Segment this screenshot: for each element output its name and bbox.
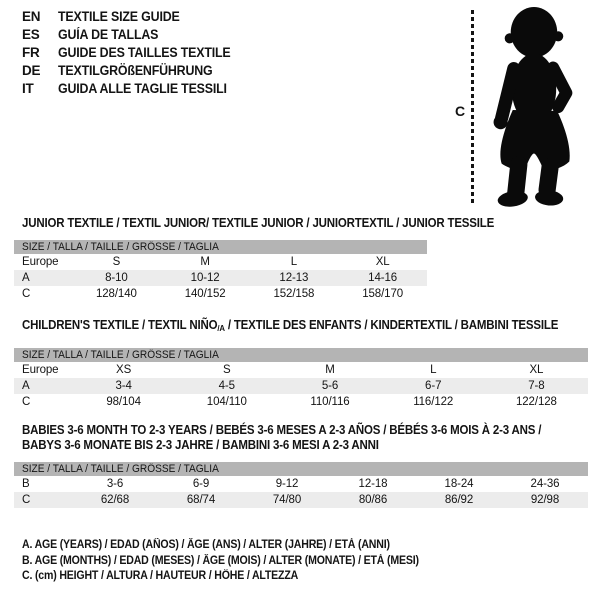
size-header-band [14, 240, 427, 254]
table-row-height [14, 492, 588, 508]
babies-textile-section [14, 423, 588, 508]
value-cell: 80/86 [358, 494, 388, 506]
value-cell: 3-4 [115, 380, 132, 392]
children-textile-section [14, 318, 588, 410]
value-cell: 4-5 [218, 380, 235, 392]
value-cell: 7-8 [528, 380, 545, 392]
value-cell: 104/110 [206, 396, 247, 408]
size-header-text: SIZE / TALLA / TAILLE / GRÖSSE / TAGLIA [22, 241, 219, 253]
size-cell: S [223, 364, 231, 376]
value-cell: 6-7 [425, 380, 442, 392]
table-row-height [14, 394, 588, 410]
table-row-sizes [14, 254, 427, 270]
language-label: GUIDE DES TAILLES TEXTILE [58, 45, 231, 60]
size-cell: L [290, 256, 298, 268]
language-code: FR [22, 45, 40, 60]
size-cell: L [430, 364, 437, 376]
section-title-line1: BABIES 3-6 MONTH TO 2-3 YEARS / BEBÉS 3-6 MESES A 2-3 AÑOS / BÉBÉS 3-6 MOIS À 2-3 ANS / [22, 423, 542, 437]
language-row [22, 26, 246, 44]
row-label: A [22, 380, 30, 392]
section-title-text [22, 318, 558, 335]
size-cell: XS [116, 364, 132, 376]
footnote-b [22, 554, 453, 570]
title-part: CHILDREN'S TEXTILE / TEXTIL NIÑO [22, 318, 218, 332]
junior-textile-section [14, 216, 495, 302]
table-row-age [14, 270, 427, 286]
size-cell: XL [375, 256, 390, 268]
table-row-age-months [14, 476, 588, 492]
row-label: C [22, 396, 31, 408]
value-cell: 128/140 [95, 288, 137, 300]
language-row [22, 80, 246, 98]
title-subscript: /A [217, 323, 225, 333]
footnote-text: B. AGE (MONTHS) / EDAD (MESES) / ÂGE (MOIS) / ALTER (MONATE) / ETÀ (MESI) [22, 554, 419, 567]
value-cell: 140/152 [184, 288, 226, 300]
row-label: Europe [22, 364, 59, 376]
row-label: Europe [22, 256, 59, 268]
footnotes [22, 538, 453, 585]
footnote-text: A. AGE (YEARS) / EDAD (AÑOS) / ÂGE (ANS) / ALTER (JAHRE) / ETÀ (ANNI) [22, 539, 390, 551]
value-cell: 12-18 [358, 478, 388, 490]
language-code: DE [22, 63, 41, 78]
value-cell: 116/122 [413, 396, 454, 408]
section-title [14, 318, 588, 335]
footnote-text: C. (cm) HEIGHT / ALTURA / HAUTEUR / HÖHE / ALTEZZA [22, 570, 299, 582]
row-label: C [22, 494, 31, 506]
value-cell: 86/92 [444, 494, 474, 506]
language-label: TEXTILGRÖßENFÜHRUNG [58, 63, 213, 78]
value-cell: 152/158 [273, 288, 315, 300]
size-header-text: SIZE / TALLA / TAILLE / GRÖSSE / TAGLIA [22, 463, 219, 475]
section-title-text: JUNIOR TEXTILE / TEXTIL JUNIOR/ TEXTILE JUNIOR / JUNIORTEXTIL / JUNIOR TESSILE [22, 216, 495, 230]
table-row-sizes [14, 362, 588, 378]
value-cell: 74/80 [272, 494, 302, 506]
value-cell: 3-6 [106, 478, 124, 490]
footnote-a [22, 538, 453, 554]
value-cell: 92/98 [530, 494, 560, 506]
title-part: / TEXTILE DES ENFANTS / KINDERTEXTIL / BAMBINI TESSILE [224, 318, 559, 332]
row-label: C [22, 288, 31, 300]
value-cell: 68/74 [186, 494, 216, 506]
language-code: IT [22, 81, 34, 96]
value-cell: 6-9 [192, 478, 210, 490]
value-cell: 12-13 [279, 272, 309, 284]
section-title [14, 423, 588, 453]
table-row-age [14, 378, 588, 394]
value-cell: 122/128 [515, 396, 557, 408]
size-header-text: SIZE / TALLA / TAILLE / GRÖSSE / TAGLIA [22, 349, 219, 361]
value-cell: 110/116 [310, 396, 350, 408]
height-measure-label: C [455, 103, 466, 119]
size-header-band [14, 462, 588, 476]
value-cell: 10-12 [190, 272, 220, 284]
value-cell: 62/68 [100, 494, 130, 506]
value-cell: 9-12 [275, 478, 299, 490]
size-cell: M [200, 256, 210, 268]
language-row [22, 8, 246, 26]
language-row [22, 62, 246, 80]
table-row-height [14, 286, 427, 302]
language-list [22, 8, 246, 98]
height-measure-dotted-line [471, 10, 474, 206]
size-cell: M [325, 364, 335, 376]
size-cell: XL [529, 364, 544, 376]
language-row [22, 44, 246, 62]
language-label: GUÍA DE TALLAS [58, 27, 159, 42]
row-label: B [22, 478, 30, 490]
row-label: A [22, 272, 30, 284]
language-code: EN [22, 9, 41, 24]
value-cell: 18-24 [444, 478, 474, 490]
value-cell: 5-6 [321, 380, 339, 392]
baby-silhouette [486, 5, 588, 207]
footnote-c [22, 569, 453, 585]
size-header-band [14, 348, 588, 362]
section-title [14, 216, 495, 230]
value-cell: 158/170 [362, 288, 404, 300]
value-cell: 24-36 [530, 478, 560, 490]
section-title-line2: BABYS 3-6 MONATE BIS 2-3 JAHRE / BAMBINI 3-6 MESI A 2-3 ANNI [22, 438, 379, 452]
value-cell: 98/104 [106, 396, 141, 408]
size-cell: S [112, 256, 121, 268]
language-code: ES [22, 27, 40, 42]
language-label: GUIDA ALLE TAGLIE TESSILI [58, 81, 227, 96]
language-label: TEXTILE SIZE GUIDE [58, 9, 180, 24]
value-cell: 14-16 [368, 272, 398, 284]
value-cell: 8-10 [105, 272, 128, 284]
